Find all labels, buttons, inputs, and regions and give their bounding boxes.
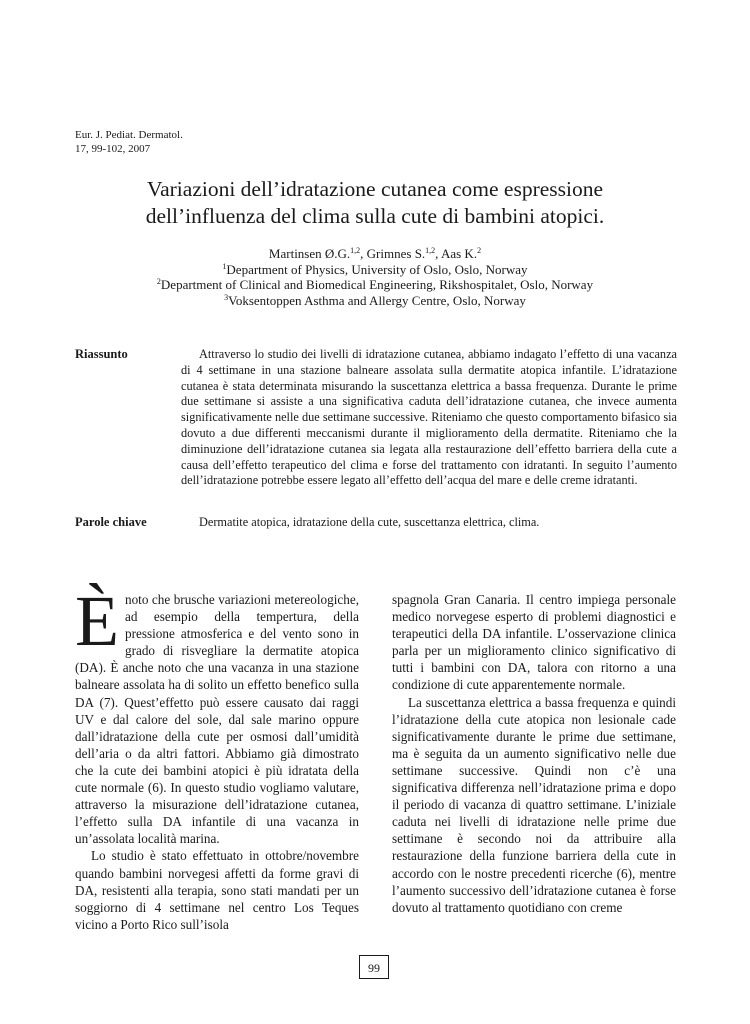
body-paragraph: Lo studio è stato effettuato in ottobre/novembre quando bambini norvegesi affetti da forme gravi di DA, resistenti alla terapia, sono stati mandati per un soggiorno di 4 settimane nel centro Los Teques vicino a Porto Rico sull’isola (75, 848, 359, 932)
keywords-text: Dermatite atopica, idratazione della cute, suscettanza elettrica, clima. (199, 515, 540, 529)
article-title (60, 176, 690, 230)
author-separator: , (360, 246, 367, 261)
author-affiliation-marker: 2 (477, 246, 482, 255)
journal-name: Eur. J. Pediat. Dermatol. (75, 129, 183, 141)
title-line-2: dell’influenza del clima sulla cute di bambini atopici. (145, 204, 605, 228)
author-affiliation-marker: 1,2 (350, 246, 361, 255)
body-paragraph (75, 581, 359, 847)
paragraph-text: noto che brusche variazioni metereologiche, ad esempio della tempertura, della pressione atmosferica e del vento sono in grado di risvegliare la dermatite atopica (DA). È anche noto che una vacanza in una stazione balneare assolata ha di solito un effetto benefico sulla DA (7). Quest’effetto può essere causato dai raggi UV e dal calore del sole, dal sale marino oppure dall’idratazione della cute per osmosi dall’umidità dell’aria o da altri fattori. Abbiamo già dimostrato che la cute dei bambini atopici è più idratata della cute normale (6). In questo studio vogliamo valutare, attraverso la misurazione dell’idratazione cutanea, l’effetto sulla DA infantile di una vacanza in un’assolata località marina. (75, 592, 359, 847)
author-name: Martinsen Ø.G. (268, 246, 351, 261)
body-column-left (75, 581, 359, 933)
author-name: Grimnes S. (366, 246, 426, 261)
author-separator: , (435, 246, 441, 261)
affiliation-text: Department of Clinical and Biomedical Engineering, Rikshospitalet, Oslo, Norway (160, 277, 594, 292)
affiliation (60, 262, 690, 278)
author-name: Aas K. (440, 246, 478, 261)
body-paragraph: La suscettanza elettrica a bassa frequenza e quindi l’idratazione della cute atopica non lesionale cade significativamente durante le prime due settimane, ma è seguita da un aumento significativo nelle due settimane successive. Quindi non c’è una significativa differenza nell’idratazione prima e dopo il periodo di vacanza di quattro settimane. L’iniziale caduta nei livelli di idratazione nelle prime due settimane è secondo noi da attribuire alla restaurazione della funzione barriera della cute in accordo con le nostre precedenti ricerche (6), mentre l’aumento successivo dell’idratazione cutanea è forse dovuto al trattamento quotidiano con creme (392, 694, 676, 915)
affiliation-number: 1 (222, 261, 227, 271)
abstract-text: Attraverso lo studio dei livelli di idratazione cutanea, abbiamo indagato l’effetto di una vacanza di 4 settimane in una stazione balneare assolata sulla dermatite atopica infantile. L’idratazione cutanea è stata determinata misurando la suscettanza elettrica a bassa frequenza. Durante le prime due settimane si assiste a una significativa caduta dell’idratazione cutanea, che invece aumenta significativamente nelle due settimane successive. Riteniamo che questo comportamento bifasico sia dovuto a due differenti meccanismi durante il miglioramento della dermatite. Riteniamo che la diminuzione dell’idratazione cutanea sia legata alla restaurazione dell’effetto barriera della cute a causa dell’effetto terapeutico del clima e forse del trattamento con idratanti. In seguito l’aumento dell’idratazione potrebbe essere legato all’effetto dell’acqua del mare e delle creme idratanti. (181, 347, 677, 488)
abstract-label: Riassunto (75, 347, 128, 361)
keywords-label: Parole chiave (75, 515, 147, 529)
affiliation-text: Department of Physics, University of Oslo, Oslo, Norway (226, 261, 528, 277)
body-paragraph: spagnola Gran Canaria. Il centro impiega personale medico norvegese esperto di problemi diagnostici e terapeutici della DA infantile. L’osservazione clinica parla per un miglioramento clinico significativo di tutti i bambini con DA, talora con ritorno a una condizione di cute apparentemente normale. (392, 592, 676, 693)
affiliation-text: Voksentoppen Asthma and Allergy Centre, Oslo, Norway (228, 292, 526, 308)
affiliation-number: 2 (156, 277, 161, 286)
affiliation-number: 3 (224, 292, 229, 302)
journal-volume: 17, 99-102, 2007 (75, 143, 151, 155)
author-affiliation-marker: 1,2 (425, 246, 436, 255)
author-block (60, 246, 690, 308)
page-number: 99 (359, 955, 389, 979)
body-column-right (392, 591, 676, 916)
affiliation (60, 277, 690, 293)
journal-citation (75, 128, 183, 156)
title-line-1: Variazioni dell’idratazione cutanea come espressione (146, 177, 604, 201)
drop-cap: È (75, 581, 119, 661)
author-list (60, 246, 690, 262)
affiliation (60, 293, 690, 309)
